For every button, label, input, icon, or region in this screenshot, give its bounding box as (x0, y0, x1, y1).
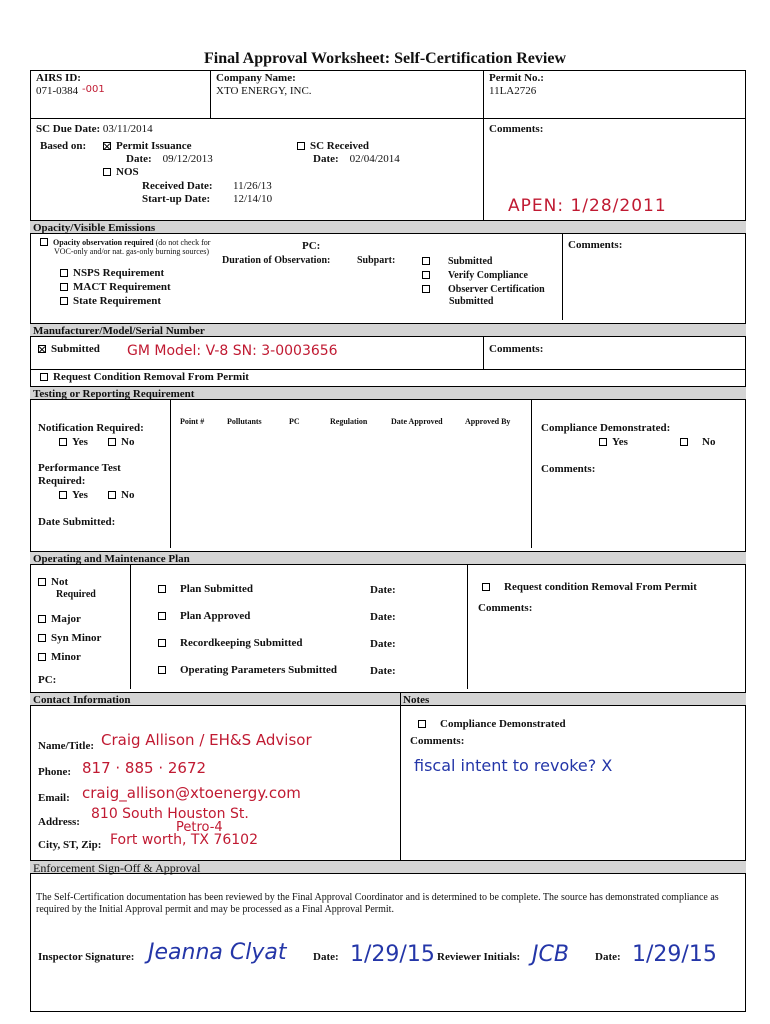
col-point: Point # (180, 417, 205, 426)
startup-date-value: 12/14/10 (233, 193, 273, 205)
opacity-observation-checkbox[interactable] (40, 238, 48, 246)
request-removal-option[interactable] (40, 371, 249, 384)
notification-label: Notification Required: (38, 422, 144, 434)
inspector-signature: Jeanna Clyat (148, 940, 287, 965)
plan-approved-option[interactable] (158, 610, 250, 623)
plan-submitted-label: Plan Submitted (180, 583, 254, 595)
received-date-label: Received Date: (142, 180, 213, 192)
company-label: Company Name: (216, 72, 296, 84)
major-option[interactable] (38, 613, 81, 626)
airs-label: AIRS ID: (36, 72, 81, 84)
notes-comments-label: Comments: (410, 735, 465, 747)
name-title-handwritten: Craig Allison / EH&S Advisor (101, 731, 312, 749)
page-title: Final Approval Worksheet: Self-Certification Review (203, 50, 567, 67)
company-value: XTO ENERGY, INC. (216, 85, 312, 97)
date-submitted-label: Date Submitted: (38, 516, 116, 528)
plan-submitted-option[interactable] (158, 583, 253, 596)
notes-handwritten: fiscal intent to revoke? X (414, 756, 613, 775)
phone-label: Phone: (38, 766, 71, 778)
reviewer-initials: JCB (532, 942, 569, 967)
opacity-submitted-option[interactable] (422, 255, 492, 268)
permit-label: Permit No.: (489, 72, 544, 84)
permit-date-value: 09/12/2013 (162, 153, 213, 165)
compliance-no-option[interactable] (680, 436, 715, 449)
request-removal-label: Request Condition Removal From Permit (53, 371, 249, 383)
city-handwritten: Fort worth, TX 76102 (110, 832, 258, 848)
plan-approved-label: Plan Approved (180, 610, 251, 622)
sc-date-label: Date: (313, 153, 339, 165)
testing-comments-label: Comments: (541, 463, 596, 475)
notification-no-label: No (121, 436, 135, 448)
manufacturer-submitted-label: Submitted (51, 343, 100, 355)
permit-issuance-option[interactable] (103, 140, 191, 153)
opacity-divider (562, 234, 563, 320)
sc-date-row (313, 153, 400, 166)
notification-yes-label: Yes (72, 436, 88, 448)
col-pc: PC (289, 417, 300, 426)
recordkeeping-option[interactable] (158, 637, 303, 650)
nos-label: NOS (116, 166, 139, 178)
major-label: Major (51, 613, 81, 625)
op-params-date-label: Date: (370, 665, 396, 677)
manufacturer-header: Manufacturer/Model/Serial Number (30, 323, 746, 337)
om-request-label: Request condition Removal From Permit (504, 581, 697, 593)
plan-submitted-checkbox[interactable] (158, 585, 166, 593)
header-div-2 (483, 70, 484, 118)
col-pollutants: Pollutants (227, 417, 262, 426)
compliance-yes-option[interactable] (599, 436, 628, 449)
plan-submitted-date-label: Date: (370, 584, 396, 596)
not-required-label-1: Not (51, 576, 69, 588)
compliance-demonstrated-label: Compliance Demonstrated: (541, 422, 671, 434)
sc-due-label: SC Due Date: (36, 123, 101, 135)
state-option[interactable] (60, 295, 161, 308)
sc-received-option[interactable] (297, 140, 369, 153)
performance-required-label: Required: (38, 475, 86, 487)
minor-label: Minor (51, 651, 81, 663)
om-request-option[interactable] (482, 581, 697, 594)
manufacturer-handwritten: GM Model: V-8 SN: 3-0003656 (127, 343, 338, 359)
om-comments-label: Comments: (478, 602, 533, 614)
opacity-observation-note-2: VOC-only and/or nat. gas-only burning sources) (54, 247, 210, 256)
recordkeeping-date-label: Date: (370, 638, 396, 650)
performance-no-label: No (121, 489, 135, 501)
sc-received-checkbox[interactable] (297, 142, 305, 150)
airs-handwritten: -001 (82, 84, 105, 95)
not-required-label-2: Required (56, 589, 96, 600)
op-params-checkbox[interactable] (158, 666, 166, 674)
reviewer-date: 1/29/15 (632, 942, 717, 967)
sc-divider (483, 118, 484, 220)
startup-date-label: Start-up Date: (142, 193, 211, 205)
frame-bottom (30, 1011, 746, 1012)
compliance-yes-checkbox[interactable] (599, 438, 607, 446)
observer-cert-submitted: Submitted (449, 296, 494, 307)
verify-compliance-checkbox[interactable] (422, 271, 430, 279)
nos-checkbox[interactable] (103, 168, 111, 176)
sc-comments-label: Comments: (489, 123, 544, 135)
mact-label: MACT Requirement (73, 281, 171, 293)
permit-issuance-label: Permit Issuance (116, 140, 192, 152)
name-title-label: Name/Title: (38, 740, 95, 752)
minor-option[interactable] (38, 651, 81, 664)
performance-test-label: Performance Test (38, 462, 121, 474)
compliance-no-label: No (702, 436, 716, 448)
email-handwritten: craig_allison@xtoenergy.com (82, 784, 301, 802)
opacity-observation-label: Opacity observation required (53, 238, 154, 247)
col-date-approved: Date Approved (391, 417, 443, 426)
opacity-submitted-label: Submitted (448, 256, 493, 267)
request-removal-checkbox[interactable] (40, 373, 48, 381)
manufacturer-submitted-checkbox[interactable] (38, 345, 46, 353)
phone-handwritten: 817 · 885 · 2672 (82, 759, 207, 777)
duration-label: Duration of Observation: (222, 255, 331, 266)
inspector-date-label: Date: (313, 951, 339, 963)
not-required-checkbox[interactable] (38, 578, 46, 586)
observer-cert-label: Observer Certification (448, 284, 545, 295)
major-checkbox[interactable] (38, 615, 46, 623)
reviewer-date-label: Date: (595, 951, 621, 963)
col-regulation: Regulation (330, 417, 368, 426)
subpart-label: Subpart: (357, 255, 396, 266)
sc-received-label: SC Received (310, 140, 369, 152)
syn-minor-label: Syn Minor (51, 632, 102, 644)
minor-checkbox[interactable] (38, 653, 46, 661)
email-label: Email: (38, 792, 70, 804)
performance-yes-option[interactable] (59, 489, 88, 502)
opacity-observation-option[interactable] (40, 238, 210, 247)
testing-divider-left (170, 400, 171, 548)
nos-option[interactable] (103, 166, 139, 179)
permit-value: 11LA2726 (489, 85, 537, 97)
contact-header: Contact Information (30, 692, 400, 706)
frame-top (30, 70, 746, 71)
header-bottom (30, 118, 746, 119)
permit-date-label: Date: (126, 153, 152, 165)
recordkeeping-checkbox[interactable] (158, 639, 166, 647)
header-div-1 (210, 70, 211, 118)
address-handwritten-2: Petro-4 (176, 820, 223, 835)
notification-no-checkbox[interactable] (108, 438, 116, 446)
testing-header: Testing or Reporting Requirement (30, 386, 746, 400)
performance-yes-label: Yes (72, 489, 88, 501)
manufacturer-comments-label: Comments: (489, 343, 544, 355)
mact-option[interactable] (60, 281, 171, 294)
notes-header: Notes (400, 692, 746, 706)
manufacturer-row-line (30, 369, 746, 370)
compliance-yes-label: Yes (612, 436, 628, 448)
om-header: Operating and Maintenance Plan (30, 551, 746, 565)
received-date-value: 11/26/13 (233, 180, 272, 192)
syn-minor-checkbox[interactable] (38, 634, 46, 642)
sc-date-value: 02/04/2014 (349, 153, 400, 165)
compliance-no-checkbox[interactable] (680, 438, 688, 446)
sc-due-value: 03/11/2014 (102, 123, 153, 135)
om-divider-left (130, 565, 131, 689)
performance-no-option[interactable] (108, 489, 134, 502)
performance-no-checkbox[interactable] (108, 491, 116, 499)
city-label: City, ST, Zip: (38, 839, 102, 851)
notes-compliance-option[interactable] (418, 718, 566, 731)
apen-handwritten: APEN: 1/28/2011 (508, 196, 667, 216)
state-checkbox[interactable] (60, 297, 68, 305)
plan-approved-checkbox[interactable] (158, 612, 166, 620)
col-approved-by: Approved By (465, 417, 511, 426)
sc-due-date (36, 123, 153, 136)
manufacturer-divider (483, 337, 484, 369)
op-params-option[interactable] (158, 664, 337, 677)
verify-compliance-label: Verify Compliance (448, 270, 528, 281)
opacity-submitted-checkbox[interactable] (422, 257, 430, 265)
address-label: Address: (38, 816, 80, 828)
permit-issuance-checkbox[interactable] (103, 142, 111, 150)
om-pc-label: PC: (38, 674, 57, 686)
notification-yes-option[interactable] (59, 436, 88, 449)
observer-cert-checkbox[interactable] (422, 285, 430, 293)
recordkeeping-label: Recordkeeping Submitted (180, 637, 303, 649)
testing-divider-right (531, 400, 532, 548)
manufacturer-submitted-option[interactable] (38, 343, 100, 356)
permit-date-row (126, 153, 213, 166)
opacity-header: Opacity/Visible Emissions (30, 220, 746, 234)
nsps-checkbox[interactable] (60, 269, 68, 277)
inspector-date: 1/29/15 (350, 942, 435, 967)
nsps-label: NSPS Requirement (73, 267, 165, 279)
opacity-observation-note-1: (do not check for (153, 238, 211, 247)
nsps-option[interactable] (60, 267, 164, 280)
notes-compliance-checkbox[interactable] (418, 720, 426, 728)
reviewer-initials-label: Reviewer Initials: (437, 951, 521, 963)
om-request-checkbox[interactable] (482, 583, 490, 591)
opacity-comments-label: Comments: (568, 239, 623, 251)
contact-divider (400, 692, 401, 860)
notification-yes-checkbox[interactable] (59, 438, 67, 446)
signoff-header: Enforcement Sign-Off & Approval (30, 860, 746, 874)
verify-compliance-option[interactable] (422, 269, 528, 282)
notification-no-option[interactable] (108, 436, 134, 449)
inspector-signature-label: Inspector Signature: (38, 951, 135, 963)
address-handwritten-1: 810 South Houston St. (91, 806, 249, 822)
based-on-label: Based on: (40, 140, 87, 152)
syn-minor-option[interactable] (38, 632, 101, 645)
airs-value: 071-0384 (36, 85, 79, 97)
state-label: State Requirement (73, 295, 162, 307)
mact-checkbox[interactable] (60, 283, 68, 291)
performance-yes-checkbox[interactable] (59, 491, 67, 499)
op-params-label: Operating Parameters Submitted (180, 664, 338, 676)
om-divider-right (467, 565, 468, 689)
notes-compliance-label: Compliance Demonstrated (440, 718, 566, 730)
plan-approved-date-label: Date: (370, 611, 396, 623)
opacity-pc-label: PC: (302, 240, 321, 252)
signoff-statement: The Self-Certification documentation has been reviewed by the Final Approval Coordinator and is determined to be complete. The source has demonstrated compliance as required by the Initial Approval permit and may be processed as a Final Approval Permit. (36, 892, 719, 915)
